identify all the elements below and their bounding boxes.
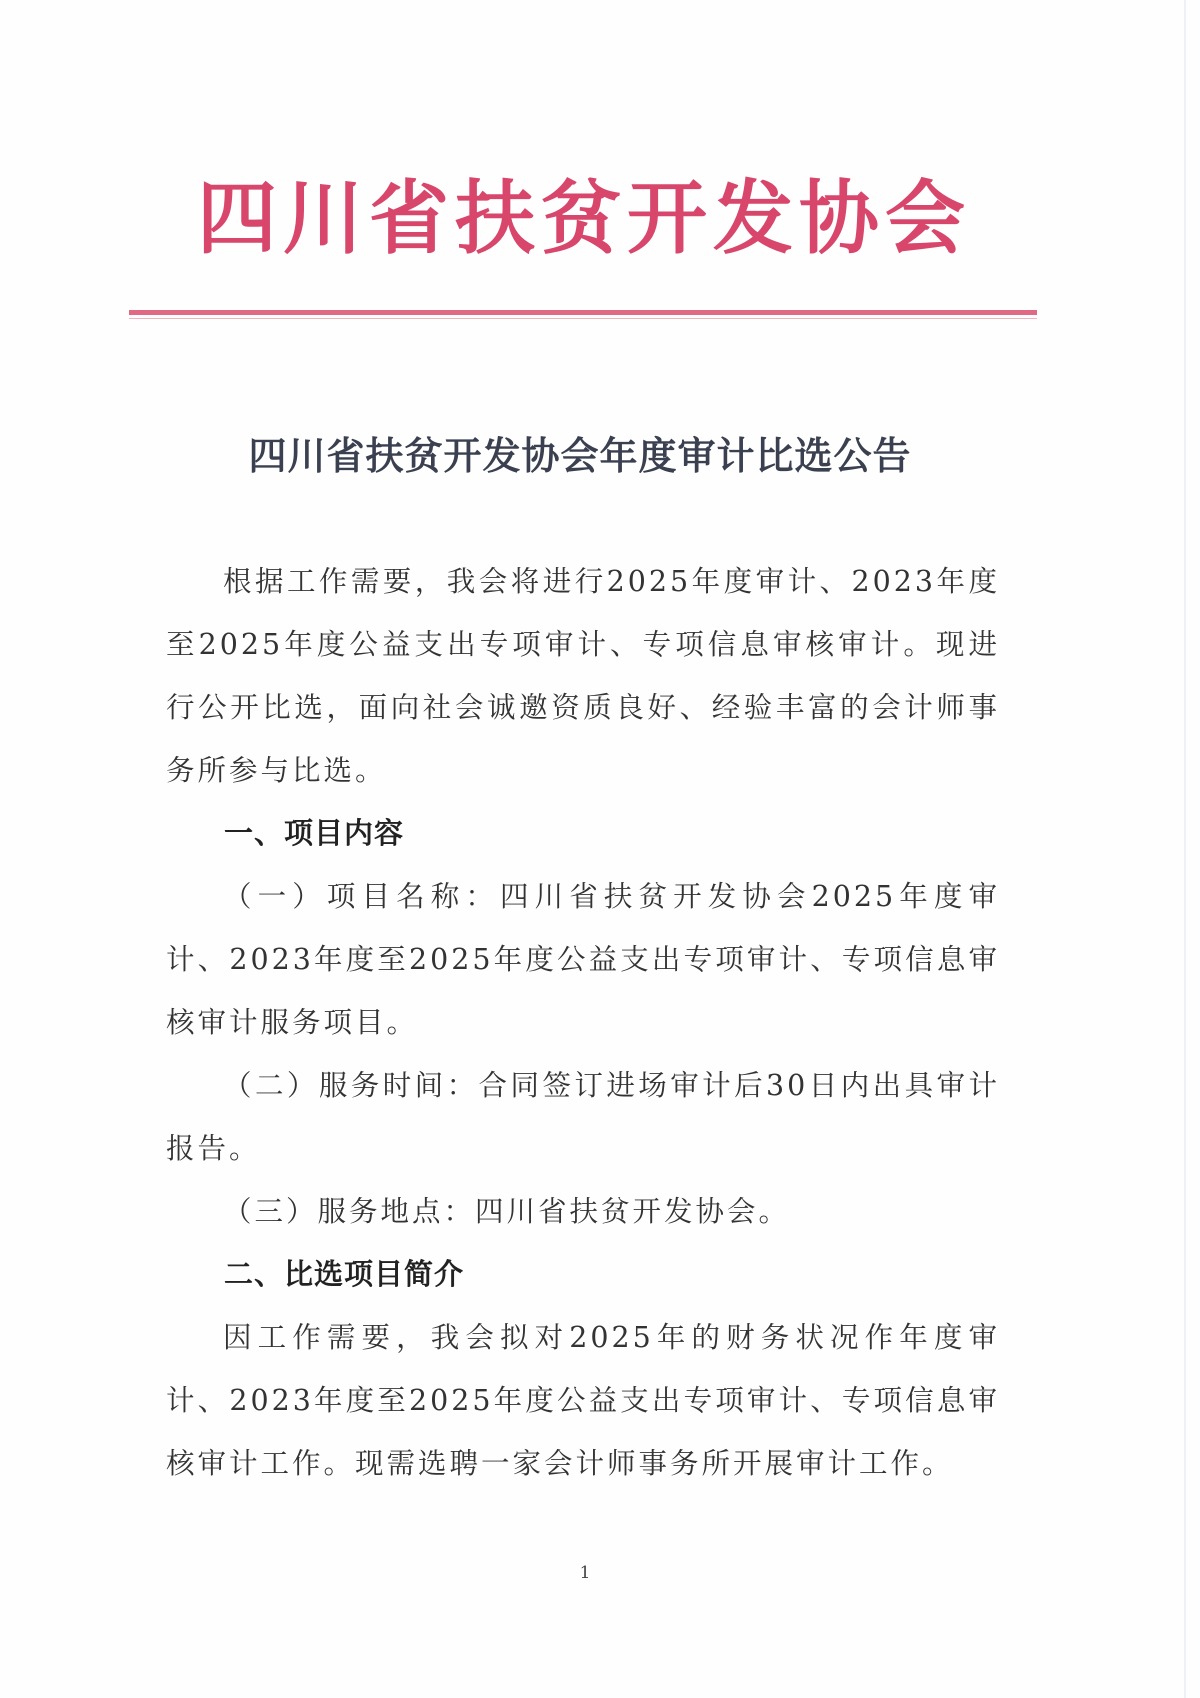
letterhead-red-rule: [129, 310, 1037, 315]
section-1-item-3: （三）服务地点：四川省扶贫开发协会。: [223, 1195, 791, 1228]
section-1-item-2: （二）服务时间：合同签订进场审计后30日内出具审计报告。: [166, 1069, 1000, 1165]
document-body: [166, 550, 1000, 1495]
letterhead-red-rule-thin: [129, 318, 1037, 319]
letterhead-title: 四川省扶贫开发协会: [197, 171, 971, 265]
section-1-item-1: （一）项目名称：四川省扶贫开发协会2025年度审计、2023年度至2025年度公益支出专项审计、专项信息审核审计服务项目。: [166, 880, 1000, 1039]
scan-edge: [1184, 0, 1186, 1698]
section-2-paragraph: 因工作需要，我会拟对2025年的财务状况作年度审计、2023年度至2025年度公益支出专项审计、专项信息审核审计工作。现需选聘一家会计师事务所开展审计工作。: [166, 1321, 1000, 1480]
section-2-heading: 二、比选项目简介: [224, 1257, 465, 1291]
section-1-heading: 一、项目内容: [224, 816, 405, 850]
intro-paragraph: 根据工作需要，我会将进行2025年度审计、2023年度至2025年度公益支出专项审计、专项信息审核审计。现进行公开比选，面向社会诚邀资质良好、经验丰富的会计师事务所参与比选。: [166, 565, 1000, 787]
page-number: 1: [579, 1563, 591, 1583]
document-title: 四川省扶贫开发协会年度审计比选公告: [248, 433, 912, 478]
